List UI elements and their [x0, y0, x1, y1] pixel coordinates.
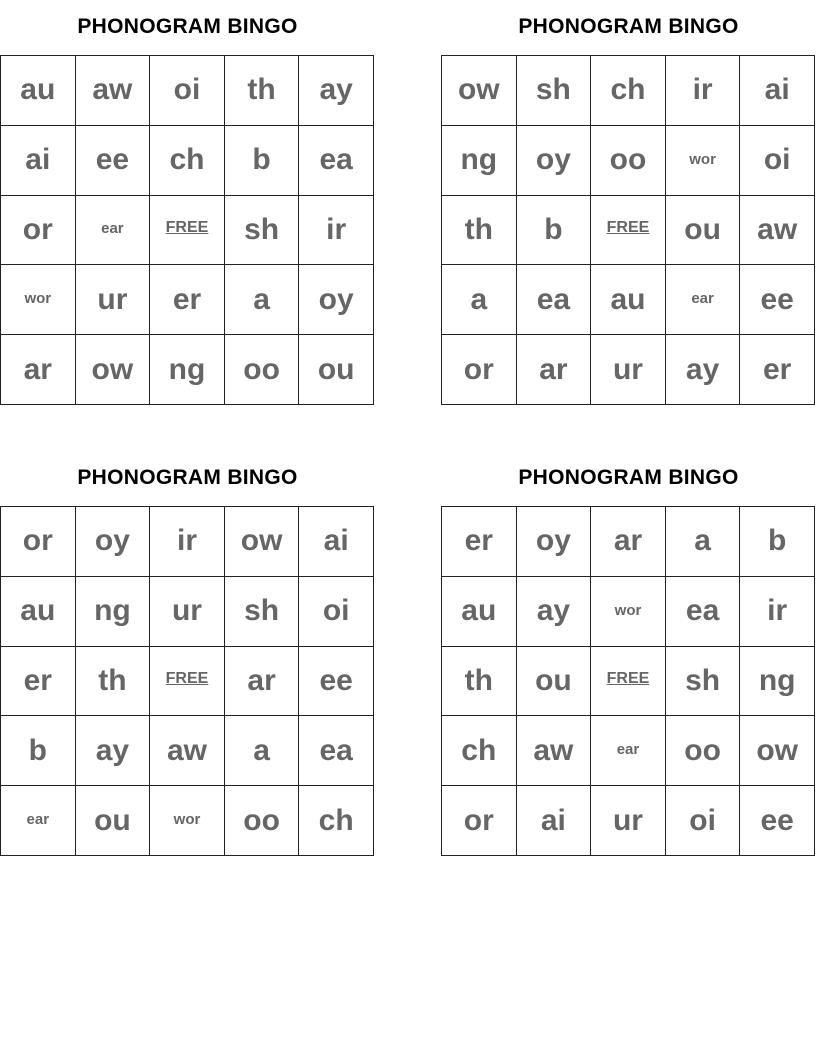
- bingo-cell: ch: [150, 126, 225, 196]
- bingo-cell: ear: [1, 786, 76, 856]
- bingo-cell: ee: [76, 126, 151, 196]
- bingo-cell: sh: [666, 647, 741, 717]
- bingo-cell: ee: [740, 786, 815, 856]
- bingo-cell: oi: [740, 126, 815, 196]
- bingo-cell: ou: [517, 647, 592, 717]
- bingo-cell: ar: [225, 647, 300, 717]
- bingo-cell: wor: [1, 265, 76, 335]
- bingo-cell: oy: [517, 126, 592, 196]
- bingo-cell: a: [225, 716, 300, 786]
- bingo-cell: au: [591, 265, 666, 335]
- bingo-cell: ir: [740, 577, 815, 647]
- bingo-cell: ay: [517, 577, 592, 647]
- bingo-cell: ng: [76, 577, 151, 647]
- bingo-cell: ow: [225, 507, 300, 577]
- bingo-cell: ow: [740, 716, 815, 786]
- bingo-cell: or: [442, 335, 517, 405]
- bingo-cell: th: [225, 56, 300, 126]
- bingo-cell: ea: [666, 577, 741, 647]
- bingo-cell: wor: [666, 126, 741, 196]
- bingo-cell: aw: [517, 716, 592, 786]
- bingo-cell: ai: [740, 56, 815, 126]
- bingo-cell: ch: [442, 716, 517, 786]
- bingo-cell: ur: [76, 265, 151, 335]
- bingo-cell: oi: [666, 786, 741, 856]
- bingo-cell: b: [517, 196, 592, 266]
- bingo-cell: or: [1, 196, 76, 266]
- bingo-cell: sh: [225, 196, 300, 266]
- card-title: PHONOGRAM BINGO: [77, 15, 298, 38]
- bingo-cell: er: [1, 647, 76, 717]
- bingo-cell: ir: [666, 56, 741, 126]
- bingo-cell: ar: [1, 335, 76, 405]
- bingo-cell: wor: [591, 577, 666, 647]
- bingo-cell: ar: [517, 335, 592, 405]
- bingo-cell: ea: [517, 265, 592, 335]
- bingo-cell: au: [1, 56, 76, 126]
- bingo-cell: oo: [225, 786, 300, 856]
- bingo-cell: oo: [666, 716, 741, 786]
- bingo-cell: oo: [225, 335, 300, 405]
- free-space: FREE: [591, 196, 666, 266]
- bingo-cell: a: [225, 265, 300, 335]
- bingo-cell: oy: [517, 507, 592, 577]
- bingo-cell: ar: [591, 507, 666, 577]
- bingo-cell: aw: [76, 56, 151, 126]
- bingo-cell: sh: [225, 577, 300, 647]
- bingo-cell: ai: [299, 507, 374, 577]
- bingo-cell: ng: [740, 647, 815, 717]
- bingo-cell: au: [1, 577, 76, 647]
- bingo-cell: ow: [442, 56, 517, 126]
- bingo-cell: sh: [517, 56, 592, 126]
- bingo-cell: er: [442, 507, 517, 577]
- bingo-grid: [0, 55, 374, 405]
- bingo-cell: er: [150, 265, 225, 335]
- bingo-cell: ay: [76, 716, 151, 786]
- card-title: PHONOGRAM BINGO: [518, 466, 739, 489]
- bingo-cell: ay: [666, 335, 741, 405]
- bingo-cell: ir: [150, 507, 225, 577]
- bingo-cell: wor: [150, 786, 225, 856]
- bingo-cell: ou: [299, 335, 374, 405]
- bingo-cell: b: [1, 716, 76, 786]
- bingo-cell: ch: [591, 56, 666, 126]
- bingo-cell: oi: [150, 56, 225, 126]
- bingo-cell: b: [740, 507, 815, 577]
- bingo-cell: ay: [299, 56, 374, 126]
- bingo-cell: ou: [76, 786, 151, 856]
- bingo-cell: th: [442, 647, 517, 717]
- bingo-cell: au: [442, 577, 517, 647]
- bingo-cell: a: [442, 265, 517, 335]
- bingo-cell: ir: [299, 196, 374, 266]
- bingo-cell: or: [1, 507, 76, 577]
- bingo-cell: ee: [299, 647, 374, 717]
- bingo-cell: ch: [299, 786, 374, 856]
- bingo-cell: oo: [591, 126, 666, 196]
- bingo-cell: oy: [299, 265, 374, 335]
- bingo-cell: ur: [591, 786, 666, 856]
- card-title: PHONOGRAM BINGO: [518, 15, 739, 38]
- bingo-cell: ur: [150, 577, 225, 647]
- bingo-cell: ng: [150, 335, 225, 405]
- bingo-cell: b: [225, 126, 300, 196]
- bingo-cell: a: [666, 507, 741, 577]
- bingo-cell: ng: [442, 126, 517, 196]
- bingo-cell: th: [76, 647, 151, 717]
- bingo-cell: ea: [299, 716, 374, 786]
- bingo-cell: ea: [299, 126, 374, 196]
- bingo-cell: th: [442, 196, 517, 266]
- free-space: FREE: [150, 196, 225, 266]
- free-space: FREE: [150, 647, 225, 717]
- bingo-cell: oi: [299, 577, 374, 647]
- bingo-grid: [441, 55, 815, 405]
- bingo-cell: ear: [591, 716, 666, 786]
- bingo-cell: oy: [76, 507, 151, 577]
- free-space: FREE: [591, 647, 666, 717]
- bingo-grid: [441, 506, 815, 856]
- bingo-cell: ear: [666, 265, 741, 335]
- bingo-cell: ai: [1, 126, 76, 196]
- card-title: PHONOGRAM BINGO: [77, 466, 298, 489]
- bingo-cell: ear: [76, 196, 151, 266]
- bingo-cell: er: [740, 335, 815, 405]
- bingo-cell: aw: [740, 196, 815, 266]
- bingo-grid: [0, 506, 374, 856]
- bingo-cell: ee: [740, 265, 815, 335]
- bingo-cell: ai: [517, 786, 592, 856]
- bingo-cell: aw: [150, 716, 225, 786]
- bingo-cell: ur: [591, 335, 666, 405]
- bingo-cell: ou: [666, 196, 741, 266]
- bingo-cell: ow: [76, 335, 151, 405]
- bingo-cell: or: [442, 786, 517, 856]
